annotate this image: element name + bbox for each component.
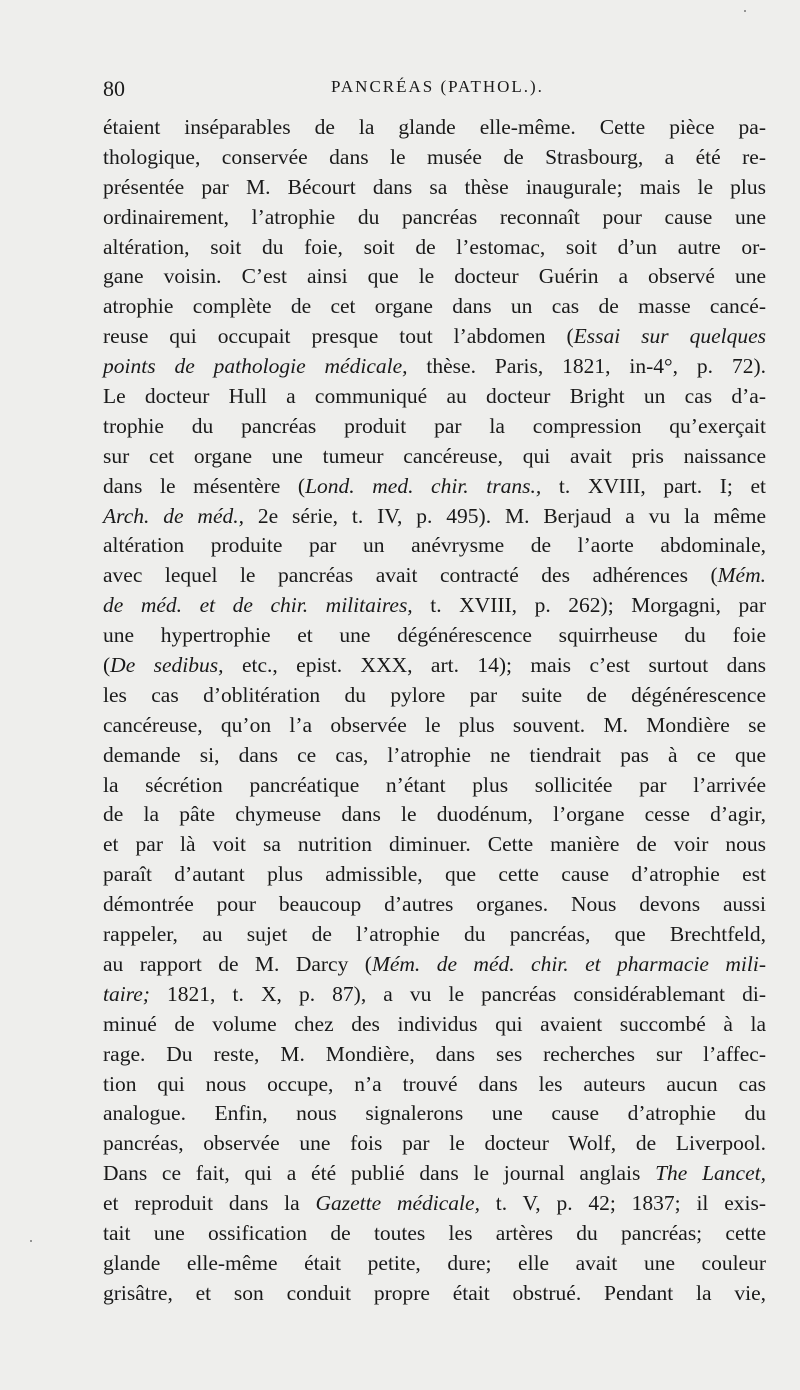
text-run: analogue. Enfin, nous signalerons une cause d’atrophie du xyxy=(103,1101,766,1126)
text-run: pancréas, observée une fois par le docteur Wolf, de Liverpool. xyxy=(103,1131,766,1156)
text-run: et reproduit dans la xyxy=(103,1191,316,1216)
text-run: démontrée pour beaucoup d’autres organes. Nous devons aussi xyxy=(103,892,766,917)
text-line xyxy=(103,890,766,920)
text-line xyxy=(103,1249,766,1279)
text-run: la sécrétion pancréatique n’étant plus sollicitée par l’arrivée xyxy=(103,772,766,797)
text-run: minué de volume chez des individus qui avaient succombé à la xyxy=(103,1011,766,1036)
text-run: reuse qui occupait presque tout l’abdomen ( xyxy=(103,324,574,349)
text-run: glande elle-même était petite, dure; elle avait une couleur xyxy=(103,1250,766,1275)
italic-citation: Lond. med. chir. trans., xyxy=(305,473,542,498)
text-run: gane voisin. C’est ainsi que le docteur Guérin a observé une xyxy=(103,264,766,289)
text-line xyxy=(103,980,766,1010)
paper-speck xyxy=(744,10,746,12)
italic-citation: de méd. et de chir. militaires, xyxy=(103,593,413,618)
text-line xyxy=(103,950,766,980)
text-run: tait une ossification de toutes les artères du pancréas; cette xyxy=(103,1220,766,1245)
page-number: 80 xyxy=(103,76,125,101)
text-run: Le docteur Hull a communiqué au docteur Bright un cas d’a- xyxy=(103,384,766,409)
text-run: et par là voit sa nutrition diminuer. Cette manière de voir nous xyxy=(103,832,766,857)
italic-citation: points de pathologie médicale, xyxy=(103,354,408,379)
text-run: sur cet organe une tumeur cancéreuse, qui avait pris naissance xyxy=(103,443,766,468)
text-run: ( xyxy=(103,653,111,678)
text-run: avec lequel le pancréas avait contracté des adhérences ( xyxy=(103,563,718,588)
italic-citation: Gazette médicale, xyxy=(315,1191,480,1216)
text-line xyxy=(103,1099,766,1129)
italic-citation: De sedibus, xyxy=(110,653,224,678)
text-line xyxy=(103,472,766,502)
text-run: dans le mésentère ( xyxy=(103,473,306,498)
text-line xyxy=(103,1129,766,1159)
text-run: grisâtre, et son conduit propre était obstrué. Pendant la vie, xyxy=(103,1280,766,1305)
text-line xyxy=(103,1189,766,1219)
text-run: t. V, p. 42; 1837; il exis- xyxy=(479,1191,766,1216)
italic-citation: The Lancet, xyxy=(655,1161,766,1186)
text-run: cancéreuse, qu’on l’a observée le plus souvent. M. Mondière se xyxy=(103,712,766,737)
body-text xyxy=(103,113,766,1309)
text-run: ordinairement, l’atrophie du pancréas reconnaît pour cause une xyxy=(103,204,766,229)
text-run: rappeler, au sujet de l’atrophie du pancréas, que Brechtfeld, xyxy=(103,922,766,947)
paper-speck xyxy=(30,1240,32,1242)
running-head: PANCRÉAS (PATHOL.). xyxy=(331,77,544,96)
text-line xyxy=(103,442,766,472)
text-run: Dans ce fait, qui a été publié dans le journal anglais xyxy=(103,1161,656,1186)
text-line xyxy=(103,322,766,352)
italic-citation: taire; xyxy=(103,981,150,1006)
italic-citation: Essai sur quelques xyxy=(573,324,766,349)
text-run: rage. Du reste, M. Mondière, dans ses recherches sur l’affec- xyxy=(103,1041,766,1066)
text-run: tion qui nous occupe, n’a trouvé dans les auteurs aucun cas xyxy=(103,1071,766,1096)
text-run: 2e série, t. IV, p. 495). M. Berjaud a vu la même xyxy=(244,503,766,528)
text-run: trophie du pancréas produit par la compression qu’exerçait xyxy=(103,413,766,438)
text-run: thologique, conservée dans le musée de Strasbourg, a été re- xyxy=(103,144,766,169)
text-run: atrophie complète de cet organe dans un cas de masse cancé- xyxy=(103,294,766,319)
text-line xyxy=(103,143,766,173)
text-line xyxy=(103,352,766,382)
text-run: au rapport de M. Darcy ( xyxy=(103,951,372,976)
text-run: paraît d’autant plus admissible, que cette cause d’atrophie est xyxy=(103,862,766,887)
text-run: altération produite par un anévrysme de l’aorte abdominale, xyxy=(103,533,766,558)
text-line xyxy=(103,412,766,442)
page-header xyxy=(103,76,763,106)
text-line xyxy=(103,681,766,711)
text-run: de la pâte chymeuse dans le duodénum, l’organe cesse d’agir, xyxy=(103,802,766,827)
text-line xyxy=(103,1070,766,1100)
text-run: les cas d’oblitération du pylore par suite de dégénérescence xyxy=(103,682,766,707)
text-line xyxy=(103,920,766,950)
text-line xyxy=(103,561,766,591)
text-line xyxy=(103,800,766,830)
italic-citation: Mém. xyxy=(717,563,766,588)
text-line xyxy=(103,830,766,860)
text-run: etc., epist. XXX, art. 14); mais c’est surtout dans xyxy=(223,653,766,678)
text-line xyxy=(103,1040,766,1070)
text-line xyxy=(103,1010,766,1040)
text-line xyxy=(103,502,766,532)
text-line xyxy=(103,591,766,621)
text-run: thèse. Paris, 1821, in-4°, p. 72). xyxy=(407,354,766,379)
text-line xyxy=(103,1159,766,1189)
text-line xyxy=(103,382,766,412)
text-run: altération, soit du foie, soit de l’estomac, soit d’un autre or- xyxy=(103,234,766,259)
italic-citation: Mém. de méd. chir. et pharmacie mili- xyxy=(371,951,766,976)
italic-citation: Arch. de méd., xyxy=(103,503,244,528)
text-line xyxy=(103,292,766,322)
text-line xyxy=(103,621,766,651)
text-line xyxy=(103,771,766,801)
text-line xyxy=(103,711,766,741)
text-line xyxy=(103,262,766,292)
text-run: 1821, t. X, p. 87), a vu le pancréas considérablemant di- xyxy=(149,981,766,1006)
text-run: t. XVIII, p. 262); Morgagni, par xyxy=(412,593,766,618)
text-line xyxy=(103,741,766,771)
text-line xyxy=(103,860,766,890)
text-run: présentée par M. Bécourt dans sa thèse inaugurale; mais le plus xyxy=(103,174,766,199)
text-line xyxy=(103,531,766,561)
text-line xyxy=(103,203,766,233)
text-line xyxy=(103,233,766,263)
text-run: étaient inséparables de la glande elle-même. Cette pièce pa- xyxy=(103,115,766,139)
text-line xyxy=(103,1279,766,1309)
text-run: demande si, dans ce cas, l’atrophie ne tiendrait pas à ce que xyxy=(103,742,766,767)
text-line xyxy=(103,651,766,681)
text-line xyxy=(103,1219,766,1249)
text-run: une hypertrophie et une dégénérescence squirrheuse du foie xyxy=(103,623,766,648)
text-run: t. XVIII, part. I; et xyxy=(541,473,766,498)
text-line xyxy=(103,173,766,203)
text-line xyxy=(103,113,766,143)
